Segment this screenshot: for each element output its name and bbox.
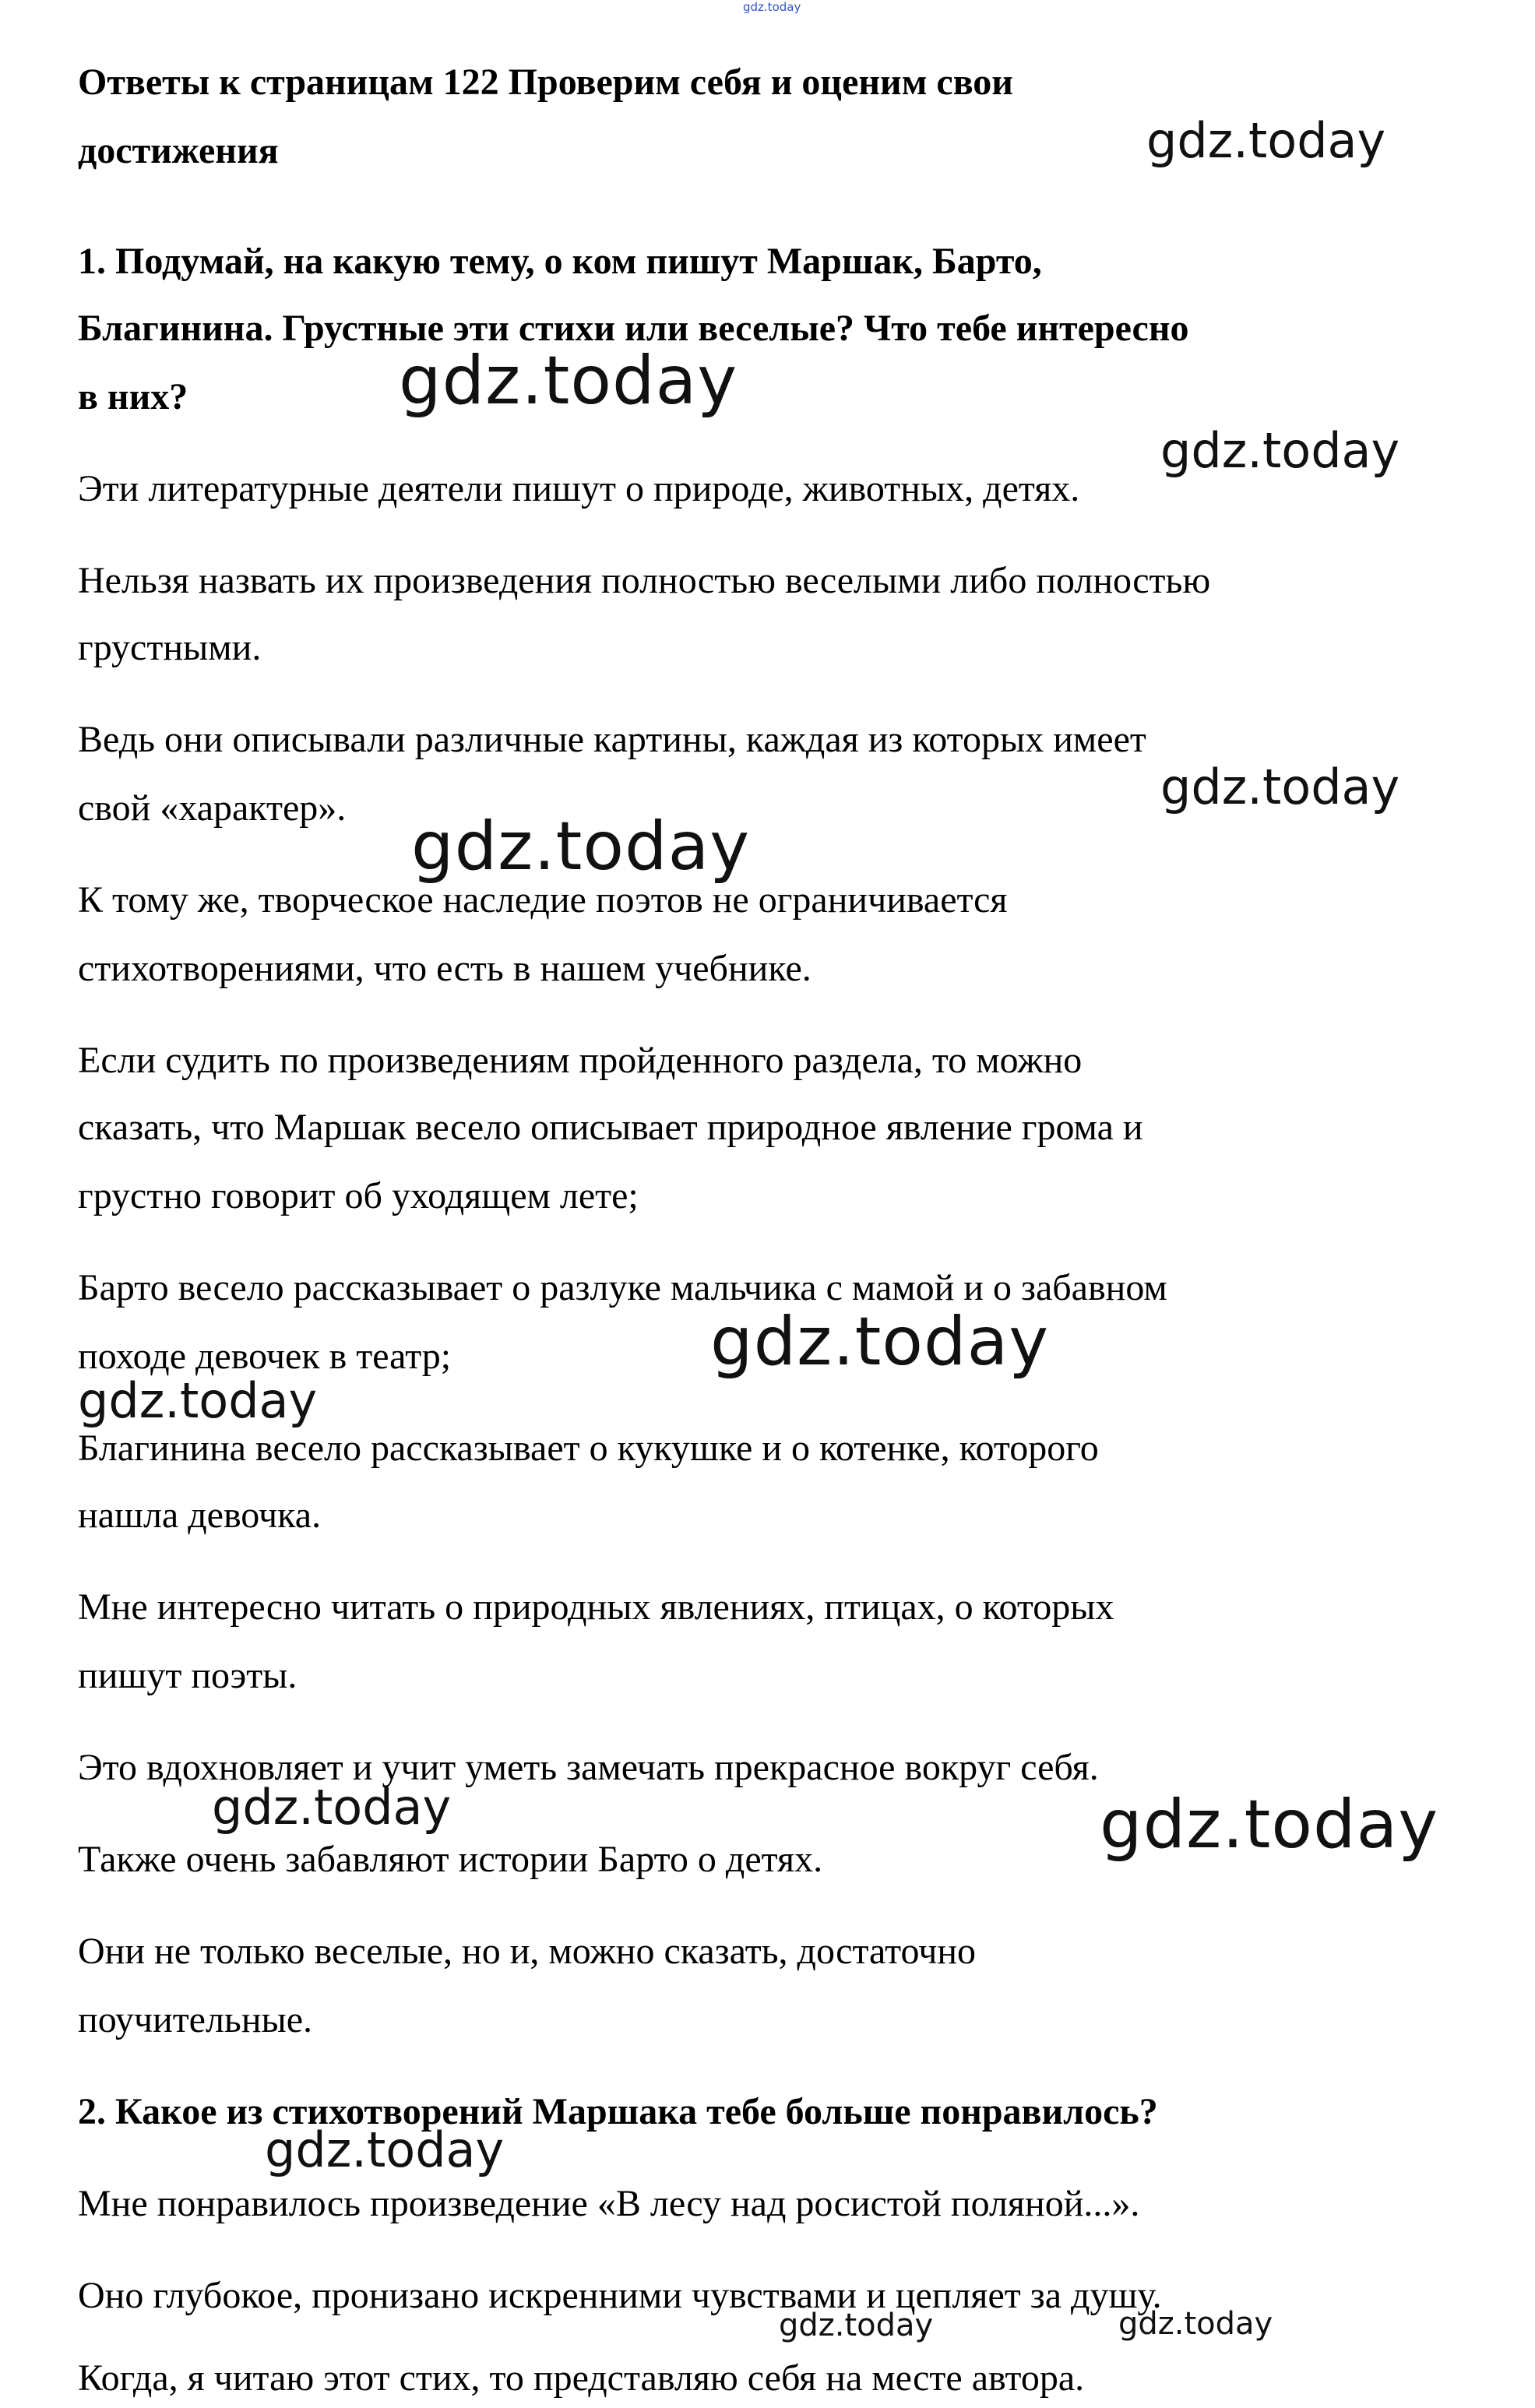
answer-1-paragraph-1: Эти литературные деятели пишут о природе, животных, детях.: [78, 468, 1080, 509]
answer-2-paragraph-1: Мне понравилось произведение «В лесу над росистой поляной...».: [78, 2183, 1140, 2224]
answer-1-paragraph-3-line-2: свой «характер».: [78, 787, 347, 829]
answer-1-paragraph-5-line-2: сказать, что Маршак весело описывает природное явление грома и: [78, 1107, 1143, 1148]
watermark: gdz.today: [399, 342, 738, 420]
answer-1-paragraph-10: Также очень забавляют истории Барто о детях.: [78, 1839, 823, 1880]
question-1-line-1: 1. Подумай, на какую тему, о ком пишут Маршак, Барто,: [78, 241, 1042, 282]
watermark: gdz.today: [743, 0, 801, 14]
answer-2-paragraph-3: Когда, я читаю этот стих, то представляю себя на месте автора.: [78, 2357, 1085, 2399]
answer-1-paragraph-2-line-1: Нельзя назвать их произведения полностью веселыми либо полностью: [78, 560, 1211, 601]
watermark: gdz.today: [1160, 759, 1400, 815]
watermark: gdz.today: [78, 1372, 318, 1429]
answer-1-paragraph-3-line-1: Ведь они описывали различные картины, каждая из которых имеет: [78, 719, 1146, 760]
answer-1-paragraph-6-line-2: походе девочек в театр;: [78, 1336, 452, 1377]
answer-1-paragraph-2-line-2: грустными.: [78, 627, 262, 668]
watermark: gdz.today: [1160, 422, 1400, 479]
watermark: gdz.today: [779, 2308, 934, 2343]
answer-1-paragraph-9: Это вдохновляет и учит уметь замечать прекрасное вокруг себя.: [78, 1747, 1099, 1788]
answer-1-paragraph-8-line-2: пишут поэты.: [78, 1655, 297, 1696]
answer-1-paragraph-5-line-1: Если судить по произведениям пройденного раздела, то можно: [78, 1040, 1083, 1081]
question-1-line-2: Благинина. Грустные эти стихи или веселые? Что тебе интересно: [78, 308, 1189, 349]
page-title-line-2: достижения: [78, 130, 279, 171]
answer-1-paragraph-4-line-2: стихотворениями, что есть в нашем учебнике.: [78, 948, 812, 989]
question-1-line-3: в них?: [78, 376, 188, 417]
watermark: gdz.today: [710, 1303, 1050, 1381]
answer-1-paragraph-5-line-3: грустно говорит об уходящем лете;: [78, 1175, 639, 1216]
answer-1-paragraph-6-line-1: Барто весело рассказывает о разлуке мальчика с мамой и о забавном: [78, 1267, 1167, 1308]
answer-1-paragraph-8-line-1: Мне интересно читать о природных явлениях, птицах, о которых: [78, 1586, 1114, 1628]
question-2-line-1: 2. Какое из стихотворений Маршака тебе больше понравилось?: [78, 2091, 1158, 2132]
answer-2-paragraph-2: Оно глубокое, пронизано искренними чувствами и цепляет за душу.: [78, 2275, 1162, 2316]
watermark: gdz.today: [1118, 2306, 1273, 2342]
answer-1-paragraph-7-line-2: нашла девочка.: [78, 1494, 322, 1536]
watermark: gdz.today: [1146, 112, 1386, 169]
answer-1-paragraph-11-line-1: Они не только веселые, но и, можно сказать, достаточно: [78, 1931, 977, 1972]
answer-1-paragraph-7-line-1: Благинина весело рассказывает о кукушке и о котенке, которого: [78, 1428, 1099, 1469]
watermark: gdz.today: [212, 1779, 452, 1836]
watermark: gdz.today: [411, 808, 751, 885]
page-title-line-1: Ответы к страницам 122 Проверим себя и оценим свои: [78, 62, 1013, 103]
watermark: gdz.today: [265, 2121, 505, 2178]
answer-1-paragraph-11-line-2: поучительные.: [78, 1999, 313, 2040]
watermark: gdz.today: [1100, 1786, 1439, 1864]
answer-1-paragraph-4-line-1: К тому же, творческое наследие поэтов не ограничивается: [78, 879, 1008, 921]
